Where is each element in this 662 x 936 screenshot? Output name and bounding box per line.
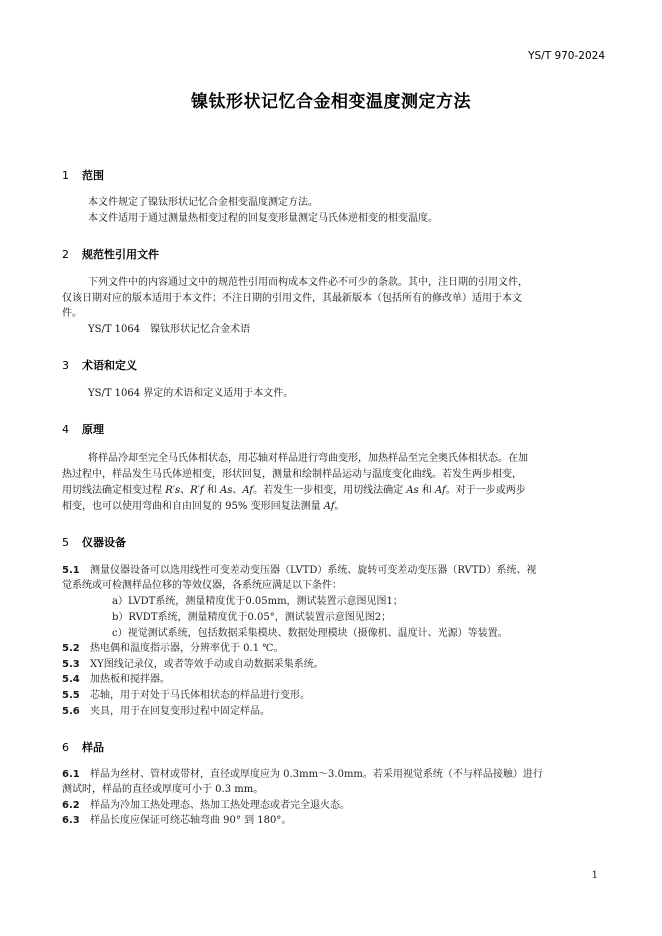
clause-number: 6.1 <box>62 769 80 780</box>
clause-5-3 <box>62 657 603 672</box>
section-4-heading <box>62 421 104 437</box>
standard-code: YS/T 970-2024 <box>528 50 605 62</box>
symbol-rf: R′f <box>190 485 204 496</box>
clause-5-2 <box>62 641 603 656</box>
clause-5-1-line-2: 觉系统或可检测样品位移的等效仪器，各系统应满足以下条件： <box>62 580 342 591</box>
section-number: 1 <box>62 169 69 182</box>
text-run: 和 <box>203 485 220 496</box>
text-run: 。若发生一步相变，用切线法确定 <box>253 485 407 496</box>
list-item-c: c）视觉测试系统，包括数据采集模块、数据处理模块（摄像机、温度计、光源）等装置。 <box>112 628 508 639</box>
list-item-a: a）LVDT系统，测量精度优于0.05mm，测试装置示意图见图1； <box>112 596 403 607</box>
section-number: 4 <box>62 423 69 436</box>
clause-text: 测量仪器设备可以选用线性可变差动变压器（LVTD）系统、旋转可变差动变压器（RVTD）系统、视 <box>90 565 537 576</box>
clause-number: 6.3 <box>62 815 80 826</box>
clause-text: 样品为冷加工热处理态、热加工热处理态或者完全退火态。 <box>90 800 350 811</box>
section-1-paragraph-2: 本文件适用于通过测量热相变过程的回复变形量测定马氏体逆相变的相变温度。 <box>88 213 438 224</box>
clause-number: 5.4 <box>62 674 80 685</box>
clause-6-1 <box>62 767 603 782</box>
section-title: 仪器设备 <box>82 536 126 549</box>
symbol-af: Af <box>242 485 254 496</box>
clause-text: 芯轴，用于对处于马氏体相状态的样品进行变形。 <box>90 690 310 701</box>
section-title: 范围 <box>82 169 104 182</box>
symbol-as: As <box>220 485 233 496</box>
text-run: 。 <box>334 501 345 512</box>
section-2-heading <box>62 246 159 262</box>
clause-6-2 <box>62 798 603 813</box>
clause-text: 夹具，用于在回复变形过程中固定样品。 <box>90 706 270 717</box>
clause-number: 6.2 <box>62 800 80 811</box>
clause-number: 5.3 <box>62 659 80 670</box>
page-number: 1 <box>591 870 598 881</box>
section-number: 3 <box>62 359 69 372</box>
section-number: 2 <box>62 248 69 261</box>
clause-6-1-line-2: 测试时，样品的直径或厚度可小于 0.3 mm。 <box>62 784 264 795</box>
clause-text: 加热板和搅拌器。 <box>90 674 170 685</box>
clause-number: 5.2 <box>62 643 80 654</box>
clause-5-1 <box>62 563 603 578</box>
section-3-heading <box>62 357 137 373</box>
clause-text: XY图线记录仪，或者等效手动或自动数据采集系统。 <box>90 659 324 670</box>
section-4-line-4 <box>62 499 607 515</box>
section-title: 样品 <box>82 741 104 754</box>
symbol-af: Af <box>435 485 446 496</box>
section-title: 规范性引用文件 <box>82 248 159 261</box>
symbol-as: As <box>406 485 419 496</box>
section-4-line-1: 将样品冷却至完全马氏体相状态，用芯轴对样品进行弯曲变形，加热样品至完全奥氏体相状态。在加 <box>88 453 528 464</box>
section-4-line-3 <box>62 483 607 499</box>
page-title: 镍钛形状记忆合金相变温度测定方法 <box>191 92 471 112</box>
clause-text: 样品长度应保证可绕芯轴弯曲 90° 到 180°。 <box>90 815 292 826</box>
text-run: 。对于一步或两步 <box>445 485 526 496</box>
text-run: 和 <box>418 485 436 496</box>
text-run: 、 <box>232 485 243 496</box>
section-title: 术语和定义 <box>82 359 137 372</box>
symbol-rs: R′s <box>165 485 181 496</box>
list-item-b: b）RVDT系统，测量精度优于0.05°，测试装置示意图见图2； <box>112 612 392 623</box>
section-3-paragraph: YS/T 1064 界定的术语和定义适用于本文件。 <box>88 388 294 399</box>
clause-text: 样品为丝材、管材或带材，直径或厚度应为 0.3mm～3.0mm。若采用视觉系统（不与样品接触）进行 <box>90 769 543 780</box>
clause-5-4 <box>62 672 603 687</box>
section-number: 6 <box>62 741 69 754</box>
clause-number: 5.5 <box>62 690 80 701</box>
section-4-line-2: 热过程中，样品发生马氏体逆相变，形状回复，测量和绘制样品运动与温度变化曲线。若发生两步相变， <box>62 469 522 480</box>
section-1-heading <box>62 167 104 183</box>
text-run: 相变，也可以使用弯曲和自由回复的 95% 变形回复法测量 <box>62 501 324 512</box>
section-number: 5 <box>62 536 69 549</box>
section-6-heading <box>62 739 104 755</box>
clause-5-5 <box>62 688 603 703</box>
symbol-af: Af <box>323 501 335 512</box>
section-1-paragraph-1: 本文件规定了镍钛形状记忆合金相变温度测定方法。 <box>88 197 318 208</box>
clause-number: 5.1 <box>62 565 80 576</box>
section-title: 原理 <box>82 423 104 436</box>
clause-number: 5.6 <box>62 706 80 717</box>
section-5-heading <box>62 534 126 550</box>
section-2-line-2: 仅该日期对应的版本适用于本文件；不注日期的引用文件，其最新版本（包括所有的修改单）适用于本文 <box>62 293 522 304</box>
clause-6-3 <box>62 813 603 828</box>
clause-text: 热电偶和温度指示器，分辨率优于 0.1 ℃。 <box>90 643 284 654</box>
text-run: 、 <box>180 485 191 496</box>
section-2-line-3: 件。 <box>62 308 82 319</box>
normative-reference: YS/T 1064 镍钛形状记忆合金术语 <box>88 324 251 335</box>
clause-5-6 <box>62 704 603 719</box>
text-run: 用切线法确定相变过程 <box>62 485 166 496</box>
section-2-line-1: 下列文件中的内容通过文中的规范性引用而构成本文件必不可少的条款。其中，注日期的引用文件， <box>88 277 528 288</box>
